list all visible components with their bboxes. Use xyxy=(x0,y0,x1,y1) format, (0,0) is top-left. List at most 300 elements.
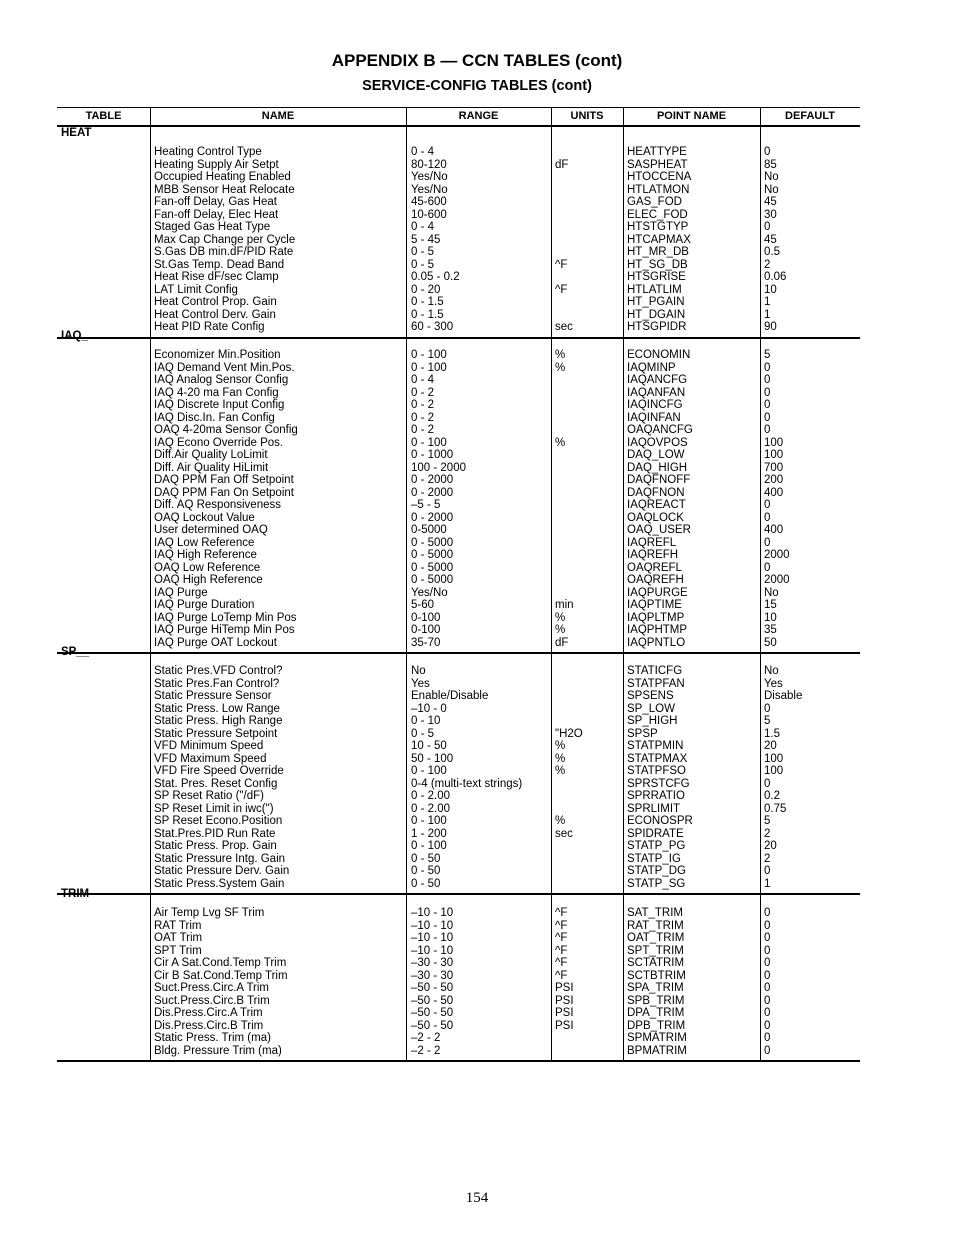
default-value: 100 xyxy=(764,752,784,765)
param-name: OAQ Lockout Value xyxy=(154,511,255,524)
param-range: 0 - 100 xyxy=(411,840,447,852)
point-name: IAQREACT xyxy=(627,499,686,511)
param-range: 0 - 10 xyxy=(411,715,441,727)
default-value: 0 xyxy=(764,374,771,386)
param-range: 0-100 xyxy=(411,611,441,624)
param-range: 0 - 5000 xyxy=(411,561,454,574)
param-range: Enable/Disable xyxy=(411,690,489,702)
param-name: Stat.Pres.PID Run Rate xyxy=(154,827,276,840)
table-row xyxy=(57,462,860,475)
point-name: IAQPNTLO xyxy=(627,636,686,649)
param-name: Economizer Min.Position xyxy=(154,349,281,361)
default-value: 0 xyxy=(764,361,771,374)
param-name: Stat. Pres. Reset Config xyxy=(154,777,278,790)
param-name: Heat PID Rate Config xyxy=(154,321,265,333)
table-row xyxy=(57,184,860,197)
default-value: 0 xyxy=(764,511,771,524)
ccn-table xyxy=(57,107,860,1062)
default-value: 0 xyxy=(764,865,771,877)
col-header-range: RANGE xyxy=(458,110,499,122)
default-value: 0 xyxy=(764,994,771,1007)
param-range: 0 - 2 xyxy=(411,424,435,436)
table-row xyxy=(57,412,860,425)
point-name: DAQFNOFF xyxy=(627,474,691,486)
default-value: 2000 xyxy=(764,574,790,586)
param-name: Heat Rise dF/sec Clamp xyxy=(154,271,279,283)
point-name: HT_PGAIN xyxy=(627,296,685,308)
param-name: Static Press. High Range xyxy=(154,715,283,727)
point-name: OAQANCFG xyxy=(627,424,693,436)
table-row xyxy=(57,487,860,500)
param-name: VFD Minimum Speed xyxy=(154,740,264,752)
param-name: Suct.Press.Circ.A Trim xyxy=(154,982,270,994)
param-units: ^F xyxy=(555,944,568,957)
point-name: IAQPTIME xyxy=(627,599,682,611)
default-value: 0 xyxy=(764,146,771,158)
param-units: ^F xyxy=(555,258,568,271)
param-range: 0 - 5 xyxy=(411,246,435,258)
point-name: OAT_TRIM xyxy=(627,932,685,944)
default-value: 0.75 xyxy=(764,802,787,815)
table-row xyxy=(57,1032,860,1045)
default-value: 10 xyxy=(764,283,777,296)
param-units: ^F xyxy=(555,932,568,944)
col-header-name: NAME xyxy=(261,110,295,122)
table-row xyxy=(57,449,860,462)
param-name: IAQ 4-20 ma Fan Config xyxy=(154,386,279,399)
param-name: SP Reset Econo.Position xyxy=(154,815,283,827)
param-units: ^F xyxy=(555,283,568,296)
param-range: 0-5000 xyxy=(411,524,447,536)
param-range: 0 - 5 xyxy=(411,258,435,271)
table-row xyxy=(57,715,860,728)
point-name: OAQREFH xyxy=(627,574,684,586)
param-name: IAQ Low Reference xyxy=(154,536,255,549)
default-value: 0 xyxy=(764,221,771,233)
table-row xyxy=(57,853,860,866)
default-value: No xyxy=(764,665,779,677)
param-range: Yes/No xyxy=(411,586,448,599)
param-name: Heat Control Prop. Gain xyxy=(154,296,277,308)
table-row xyxy=(57,740,860,753)
param-name: LAT Limit Config xyxy=(154,283,238,296)
point-name: SP_HIGH xyxy=(627,715,678,727)
default-value: 0 xyxy=(764,424,771,436)
param-name: User determined OAQ xyxy=(154,524,268,536)
table-row xyxy=(57,624,860,637)
point-name: DPB_TRIM xyxy=(627,1019,686,1032)
table-row xyxy=(57,665,860,678)
param-units: % xyxy=(555,752,566,765)
param-name: Suct.Press.Circ.B Trim xyxy=(154,994,270,1007)
param-units: ^F xyxy=(555,919,568,932)
table-row xyxy=(57,790,860,803)
param-name: IAQ High Reference xyxy=(154,549,257,561)
param-name: Static Press.System Gain xyxy=(154,877,285,890)
point-name: IAQANFAN xyxy=(627,386,686,399)
param-range: 45-600 xyxy=(411,196,447,208)
param-range: 0 - 2 xyxy=(411,386,435,399)
default-value: 0 xyxy=(764,1019,771,1032)
param-range: 0 - 2000 xyxy=(411,511,454,524)
param-range: 0 - 4 xyxy=(411,374,435,386)
section-name: HEAT xyxy=(61,127,92,139)
param-name: Static Press. Low Range xyxy=(154,702,280,715)
param-range: 0 - 4 xyxy=(411,221,435,233)
param-units: ^F xyxy=(555,957,568,969)
point-name: IAQOVPOS xyxy=(627,436,688,449)
param-name: OAQ 4-20ma Sensor Config xyxy=(154,424,298,436)
table-row xyxy=(57,171,860,184)
param-range: Yes xyxy=(411,677,430,690)
default-value: 0 xyxy=(764,411,771,424)
default-value: 0 xyxy=(764,777,771,790)
param-name: Heating Supply Air Setpt xyxy=(154,158,279,171)
point-name: OAQREFL xyxy=(627,561,682,574)
table-row xyxy=(57,296,860,309)
param-range: 0-4 (multi-text strings) xyxy=(411,777,523,790)
param-name: Diff.Air Quality LoLimit xyxy=(154,449,268,461)
table-row xyxy=(57,803,860,816)
table-row xyxy=(57,753,860,766)
param-units: sec xyxy=(555,321,573,333)
point-name: IAQPHTMP xyxy=(627,624,688,636)
point-name: SCTATRIM xyxy=(627,957,685,969)
param-range: 60 - 300 xyxy=(411,321,454,333)
param-range: No xyxy=(411,665,426,677)
point-name: SPA_TRIM xyxy=(627,982,684,994)
default-value: 0 xyxy=(764,536,771,549)
param-name: Air Temp Lvg SF Trim xyxy=(154,907,265,919)
param-range: 0 - 2.00 xyxy=(411,802,450,815)
param-range: Yes/No xyxy=(411,171,448,183)
param-name: IAQ Purge xyxy=(154,586,208,599)
table-row xyxy=(57,1045,860,1058)
param-name: Occupied Heating Enabled xyxy=(154,171,291,183)
default-value: 30 xyxy=(764,208,777,221)
param-units: dF xyxy=(555,158,569,171)
point-name: IAQINFAN xyxy=(627,411,681,424)
default-value: No xyxy=(764,586,779,599)
param-range: 0 - 2.00 xyxy=(411,790,450,802)
point-name: ECONOMIN xyxy=(627,349,691,361)
param-name: DAQ PPM Fan On Setpoint xyxy=(154,486,294,499)
point-name: STATP_IG xyxy=(627,852,681,865)
param-range: 0 - 1000 xyxy=(411,449,454,461)
default-value: 400 xyxy=(764,486,784,499)
default-value: 0 xyxy=(764,1007,771,1019)
default-value: 100 xyxy=(764,449,784,461)
param-name: Diff. AQ Responsiveness xyxy=(154,499,281,511)
default-value: 0 xyxy=(764,1044,771,1057)
default-value: 1 xyxy=(764,296,771,308)
param-range: –50 - 50 xyxy=(411,994,454,1007)
default-value: 0 xyxy=(764,932,771,944)
point-name: SPB_TRIM xyxy=(627,994,685,1007)
table-row xyxy=(57,284,860,297)
default-value: 20 xyxy=(764,840,777,852)
table-row xyxy=(57,778,860,791)
param-range: 80-120 xyxy=(411,158,447,171)
point-name: RAT_TRIM xyxy=(627,919,684,932)
table-section-sp xyxy=(57,645,860,895)
param-range: 0 - 5 xyxy=(411,727,435,740)
table-row xyxy=(57,920,860,933)
default-value: 0 xyxy=(764,907,771,919)
table-row xyxy=(57,562,860,575)
table-row xyxy=(57,512,860,525)
default-value: 0 xyxy=(764,969,771,982)
default-value: 35 xyxy=(764,624,777,636)
param-range: –50 - 50 xyxy=(411,1019,454,1032)
param-name: St.Gas Temp. Dead Band xyxy=(154,258,285,271)
param-name: IAQ Econo Override Pos. xyxy=(154,436,284,449)
point-name: SPSENS xyxy=(627,690,674,702)
param-range: 0 - 100 xyxy=(411,815,447,827)
param-name: SP Reset Ratio ("/dF) xyxy=(154,790,264,802)
col-header-units: UNITS xyxy=(570,110,604,122)
point-name: IAQPLTMP xyxy=(627,611,685,624)
default-value: 2 xyxy=(764,852,771,865)
col-header-table: TABLE xyxy=(85,110,122,122)
point-name: STATICFG xyxy=(627,665,683,677)
table-row xyxy=(57,612,860,625)
point-name: HTSGRISE xyxy=(627,271,686,283)
point-name: IAQANCFG xyxy=(627,374,688,386)
point-name: OAQLOCK xyxy=(627,511,684,524)
table-row xyxy=(57,349,860,362)
default-value: 2 xyxy=(764,258,771,271)
point-name: SPMATRIM xyxy=(627,1032,687,1044)
point-name: STATPFAN xyxy=(627,677,685,690)
param-name: IAQ Disc.In. Fan Config xyxy=(154,411,275,424)
table-row xyxy=(57,234,860,247)
point-name: HTCAPMAX xyxy=(627,233,691,246)
param-range: –50 - 50 xyxy=(411,982,454,994)
table-row xyxy=(57,599,860,612)
param-range: –10 - 10 xyxy=(411,919,454,932)
point-name: DAQ_LOW xyxy=(627,449,685,461)
page-subtitle: SERVICE-CONFIG TABLES (cont) xyxy=(362,78,592,94)
param-name: Heating Control Type xyxy=(154,146,262,158)
table-row xyxy=(57,159,860,172)
default-value: 15 xyxy=(764,599,777,611)
param-range: –30 - 30 xyxy=(411,957,454,969)
point-name: IAQPURGE xyxy=(627,586,688,599)
point-name: DAQ_HIGH xyxy=(627,461,688,474)
table-row xyxy=(57,362,860,375)
table-row xyxy=(57,728,860,741)
param-range: –10 - 10 xyxy=(411,907,454,919)
param-name: SPT Trim xyxy=(154,944,202,957)
param-range: 0 - 1.5 xyxy=(411,308,444,321)
point-name: ELEC_FOD xyxy=(627,208,688,221)
table-row xyxy=(57,209,860,222)
default-value: 100 xyxy=(764,765,784,777)
param-name: Static Pressure Setpoint xyxy=(154,727,278,740)
param-units: % xyxy=(555,765,566,777)
param-range: 0 - 100 xyxy=(411,765,447,777)
point-name: IAQREFH xyxy=(627,549,679,561)
param-name: S.Gas DB min.dF/PID Rate xyxy=(154,246,294,258)
point-name: STATP_SG xyxy=(627,877,686,890)
point-name: SPRSTCFG xyxy=(627,777,690,790)
table-row xyxy=(57,221,860,234)
table-row xyxy=(57,424,860,437)
param-name: Static Pressure Derv. Gain xyxy=(154,865,290,877)
table-row xyxy=(57,1007,860,1020)
param-name: Diff. Air Quality HiLimit xyxy=(154,461,269,474)
param-name: VFD Maximum Speed xyxy=(154,752,267,765)
table-row xyxy=(57,865,860,878)
table-row xyxy=(57,957,860,970)
table-section-trim xyxy=(57,887,860,1062)
param-name: Static Pres.Fan Control? xyxy=(154,677,280,690)
param-units: % xyxy=(555,361,566,374)
point-name: STATPFSO xyxy=(627,765,686,777)
default-value: 0 xyxy=(764,399,771,411)
default-value: 1 xyxy=(764,877,771,890)
param-range: 5 - 45 xyxy=(411,233,441,246)
param-name: Static Press. Trim (ma) xyxy=(154,1032,271,1044)
default-value: Yes xyxy=(764,677,783,690)
point-name: SASPHEAT xyxy=(627,158,688,171)
param-range: 0 - 50 xyxy=(411,865,441,877)
table-row xyxy=(57,574,860,587)
param-units: PSI xyxy=(555,1007,574,1019)
param-name: Max Cap Change per Cycle xyxy=(154,233,296,246)
param-units: sec xyxy=(555,827,573,840)
default-value: 85 xyxy=(764,158,777,171)
param-range: 0 - 50 xyxy=(411,852,441,865)
param-range: –30 - 30 xyxy=(411,969,454,982)
point-name: SAT_TRIM xyxy=(627,907,684,919)
table-row xyxy=(57,146,860,159)
default-value: 0.06 xyxy=(764,271,787,283)
table-row xyxy=(57,437,860,450)
table-row xyxy=(57,524,860,537)
param-units: PSI xyxy=(555,994,574,1007)
param-name: IAQ Demand Vent Min.Pos. xyxy=(154,361,295,374)
param-range: 5-60 xyxy=(411,599,435,611)
param-name: Heat Control Derv. Gain xyxy=(154,308,276,321)
param-units: % xyxy=(555,436,566,449)
table-row xyxy=(57,840,860,853)
default-value: No xyxy=(764,183,779,196)
param-range: –2 - 2 xyxy=(411,1044,441,1057)
table-row xyxy=(57,815,860,828)
point-name: HT_DGAIN xyxy=(627,308,686,321)
page-title: APPENDIX B — CCN TABLES (cont) xyxy=(331,51,623,70)
param-name: DAQ PPM Fan Off Setpoint xyxy=(154,474,294,486)
section-name: TRIM xyxy=(61,888,90,900)
default-value: 200 xyxy=(764,474,784,486)
param-range: 0 - 2 xyxy=(411,411,435,424)
point-name: SPIDRATE xyxy=(627,827,684,840)
param-units: % xyxy=(555,815,566,827)
table-row xyxy=(57,587,860,600)
point-name: BPMATRIM xyxy=(627,1044,687,1057)
table-row xyxy=(57,765,860,778)
param-range: 35-70 xyxy=(411,636,441,649)
default-value: 45 xyxy=(764,233,777,246)
point-name: HEATTYPE xyxy=(627,146,687,158)
param-name: MBB Sensor Heat Relocate xyxy=(154,183,295,196)
table-row xyxy=(57,196,860,209)
param-units: % xyxy=(555,349,566,361)
default-value: 50 xyxy=(764,636,777,649)
default-value: 90 xyxy=(764,321,777,333)
param-units: ^F xyxy=(555,907,568,919)
default-value: 0 xyxy=(764,702,771,715)
table-row xyxy=(57,246,860,259)
point-name: HTLATMON xyxy=(627,183,690,196)
default-value: 0.2 xyxy=(764,790,780,802)
table-row xyxy=(57,982,860,995)
param-range: –5 - 5 xyxy=(411,499,441,511)
default-value: 20 xyxy=(764,740,777,752)
table-row xyxy=(57,690,860,703)
param-range: 0 - 5000 xyxy=(411,574,454,586)
param-units: PSI xyxy=(555,982,574,994)
param-name: Staged Gas Heat Type xyxy=(154,221,271,233)
param-name: Static Pressure Intg. Gain xyxy=(154,852,286,865)
param-range: 0 - 5000 xyxy=(411,549,454,561)
param-range: Yes/No xyxy=(411,183,448,196)
param-name: Dis.Press.Circ.B Trim xyxy=(154,1019,264,1032)
table-row xyxy=(57,271,860,284)
param-units: "H2O xyxy=(555,727,583,740)
table-row xyxy=(57,374,860,387)
param-range: 50 - 100 xyxy=(411,752,454,765)
param-range: 0 - 20 xyxy=(411,283,441,296)
point-name: SPT_TRIM xyxy=(627,944,684,957)
param-range: 0 - 4 xyxy=(411,146,435,158)
point-name: SPRLIMIT xyxy=(627,802,681,815)
default-value: 5 xyxy=(764,715,771,727)
param-range: –50 - 50 xyxy=(411,1007,454,1019)
point-name: DAQFNON xyxy=(627,486,685,499)
param-name: Cir B Sat.Cond.Temp Trim xyxy=(154,969,288,982)
default-value: 5 xyxy=(764,815,771,827)
param-name: Fan-off Delay, Gas Heat xyxy=(154,196,277,208)
default-value: 2 xyxy=(764,827,771,840)
param-range: 0 - 5000 xyxy=(411,536,454,549)
point-name: GAS_FOD xyxy=(627,196,682,208)
param-range: –10 - 10 xyxy=(411,944,454,957)
table-row xyxy=(57,499,860,512)
param-name: Fan-off Delay, Elec Heat xyxy=(154,208,279,221)
point-name: SPRRATIO xyxy=(627,790,685,802)
point-name: HTSTGTYP xyxy=(627,221,689,233)
default-value: Disable xyxy=(764,690,803,702)
param-name: IAQ Purge LoTemp Min Pos xyxy=(154,611,297,624)
default-value: 700 xyxy=(764,461,784,474)
param-name: OAT Trim xyxy=(154,932,203,944)
table-row xyxy=(57,828,860,841)
param-name: IAQ Purge Duration xyxy=(154,599,255,611)
param-name: Dis.Press.Circ.A Trim xyxy=(154,1007,263,1019)
table-row xyxy=(57,259,860,272)
param-range: 0 - 2000 xyxy=(411,486,454,499)
param-range: 10-600 xyxy=(411,208,447,221)
param-name: Static Pressure Sensor xyxy=(154,690,272,702)
point-name: HT_MR_DB xyxy=(627,246,689,258)
param-range: –2 - 2 xyxy=(411,1032,441,1044)
table-row xyxy=(57,399,860,412)
default-value: 400 xyxy=(764,524,784,536)
point-name: SPSP xyxy=(627,727,658,740)
